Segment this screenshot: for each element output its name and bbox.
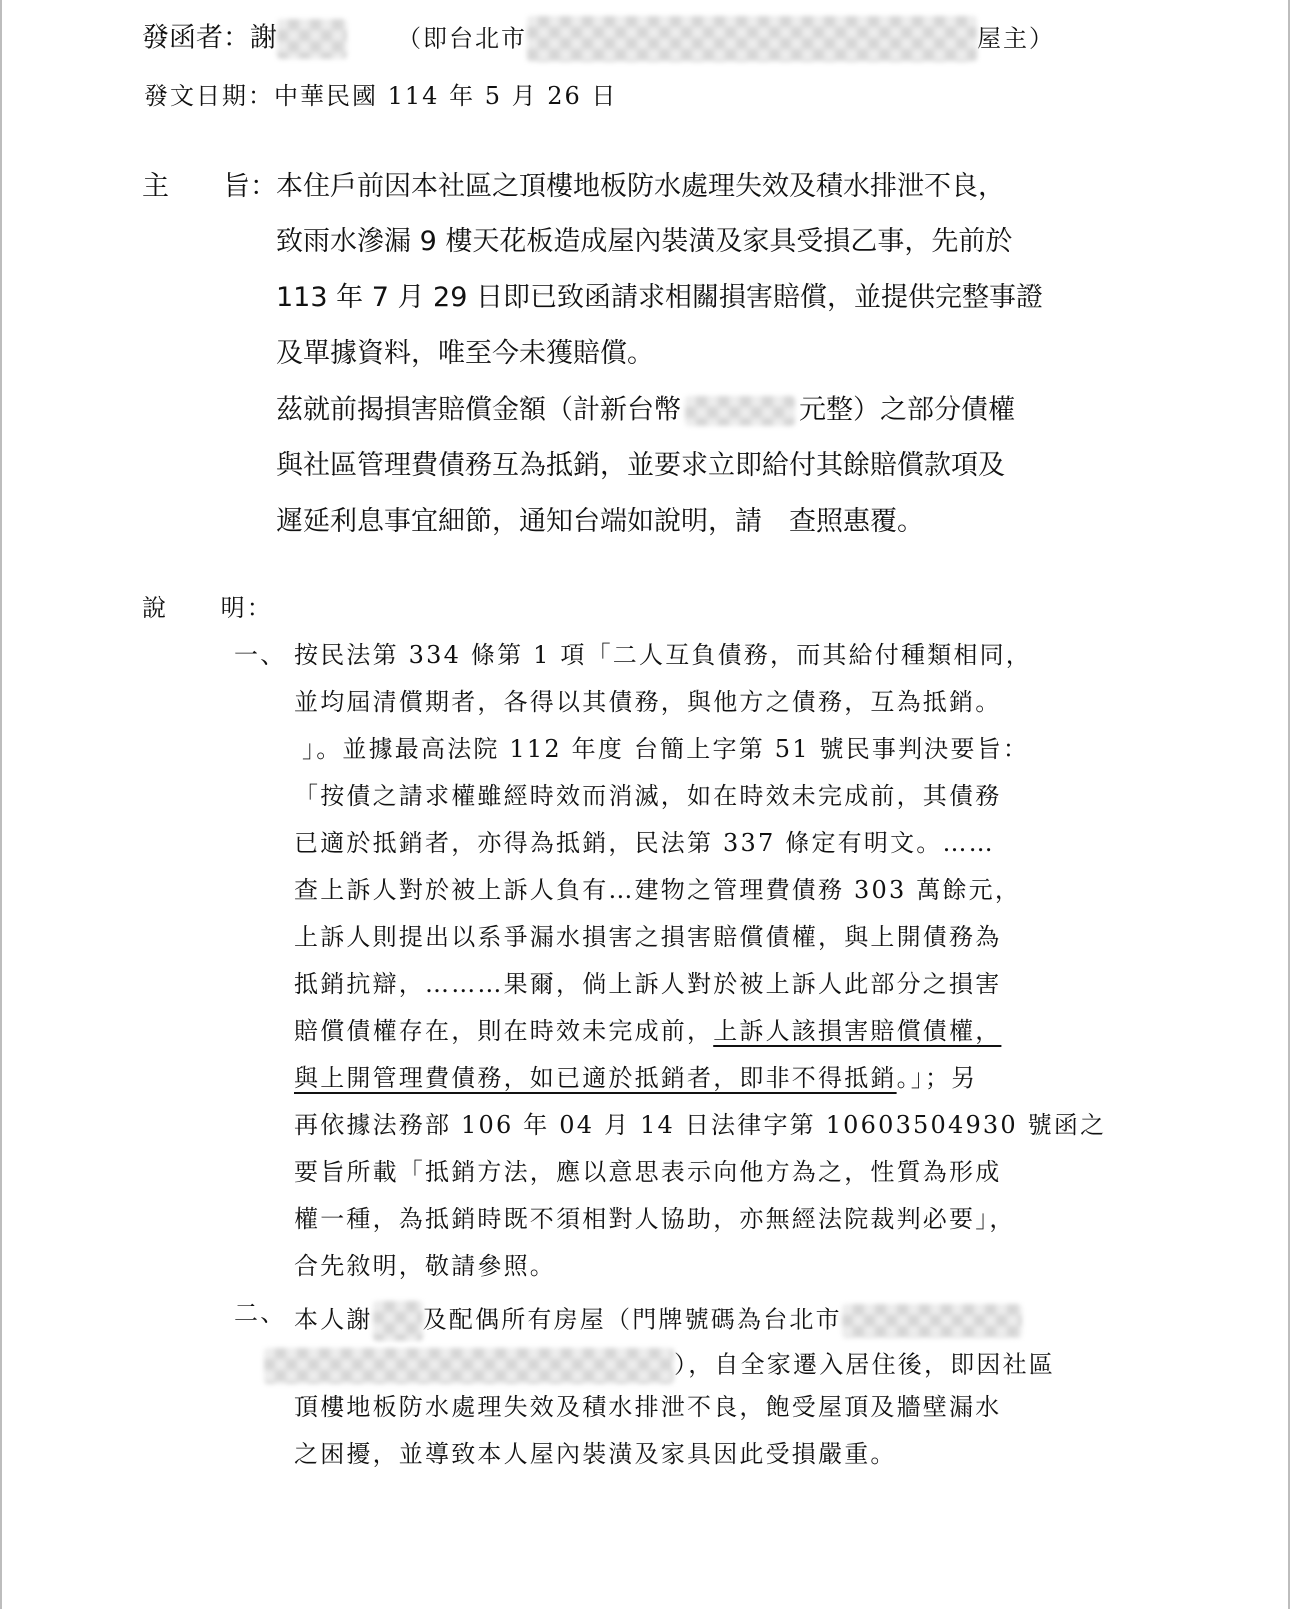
subject-line-6: 與社區管理費債務互為抵銷，並要求立即給付其餘賠償款項及 [276, 450, 1005, 481]
item2-owner-prefix: 本人謝 [294, 1305, 373, 1334]
subject-amount-prefix: 茲就前揭損害賠償金額（計新台幣 [276, 394, 681, 426]
subject-line-2: 致雨水滲漏 9 樓天花板造成屋內裝潢及家具受損乙事，先前於 [276, 226, 1013, 257]
item1-line-1: 按民法第 334 條第 1 項「二人互負債務，而其給付種類相同， [294, 641, 1032, 669]
item1-marker: 一、 [234, 641, 287, 669]
sender-label: 發函者： [142, 22, 250, 54]
item2-line-2 [264, 1348, 1055, 1384]
item2-line-2-text: ），自全家遷入居住後，即因社區 [674, 1350, 1055, 1379]
item2-marker: 二、 [234, 1299, 287, 1327]
item1-line-2: 並均屆清償期者，各得以其債務，與他方之債務，互為抵銷。 [294, 688, 1002, 716]
item1-line-10-underlined: 與上開管理費債務，如已適於抵銷者，即非不得抵銷 [294, 1064, 897, 1092]
item2-line-3: 頂樓地板防水處理失效及積水排泄不良，飽受屋頂及牆壁漏水 [294, 1393, 1002, 1421]
item1-line-13: 權一種，為抵銷時既不須相對人協助，亦無經法院裁判必要」， [294, 1205, 1016, 1233]
subject-line-3: 113 年 7 月 29 日即已致函請求相關損害賠償，並提供完整事證 [276, 282, 1043, 313]
subject-label: 主 旨： [142, 171, 277, 202]
item2-line-1 [294, 1301, 1022, 1341]
subject-line-4: 及單據資料，唯至今未獲賠償。 [276, 338, 654, 369]
issue-date-line: 發文日期：中華民國 114 年 5 月 26 日 [144, 82, 618, 110]
redacted-sender-name [277, 19, 347, 59]
item1-line-6: 查上訴人對於被上訴人負有…建物之管理費債務 303 萬餘元， [294, 876, 1022, 904]
item1-line-9-plain: 賠償債權存在，則在時效未完成前， [294, 1017, 714, 1045]
item1-line-8: 抵銷抗辯，………果爾，倘上訴人對於被上訴人此部分之損害 [294, 970, 1002, 998]
item1-line-7: 上訴人則提出以系爭漏水損害之損害賠償債權，與上開債務為 [294, 923, 1002, 951]
item2-line-4: 之困擾，並導致本人屋內裝潢及家具因此受損嚴重。 [294, 1440, 897, 1468]
redacted-house-address-continued [264, 1348, 674, 1384]
item1-line-3: 」。並據最高法院 112 年度 台簡上字第 51 號民事判決要旨： [302, 735, 1030, 763]
subject-line-7: 遲延利息事宜細節，通知台端如說明，請 查照惠覆。 [276, 506, 924, 537]
sender-line [142, 16, 1055, 62]
item1-line-4: 「按債之請求權雖經時效而消滅，如在時效未完成前，其債務 [294, 782, 1002, 810]
redacted-sender-address [527, 16, 977, 62]
redacted-owner-name [373, 1301, 423, 1341]
redacted-house-address [842, 1304, 1022, 1338]
item2-owner-suffix: 及配偶所有房屋（門牌號碼為台北市 [422, 1305, 842, 1334]
item1-line-12: 要旨所載「抵銷方法，應以意思表示向他方為之，性質為形成 [294, 1158, 1002, 1186]
subject-amount-suffix: 元整）之部分債權 [799, 394, 1015, 426]
redacted-amount [685, 396, 795, 426]
item1-line-9 [294, 1019, 1001, 1043]
item1-line-11: 再依據法務部 106 年 04 月 14 日法律字第 10603504930 號函之 [294, 1111, 1107, 1139]
item1-line-5: 已適於抵銷者，亦得為抵銷，民法第 337 條定有明文。…… [294, 829, 995, 857]
item1-line-9-underlined: 上訴人該損害賠償債權， [713, 1017, 1002, 1045]
sender-address-prefix: （即台北市 [397, 24, 527, 53]
explanation-label: 說 明： [142, 594, 273, 622]
subject-line-5 [276, 396, 1015, 426]
sender-name: 謝 [250, 22, 277, 54]
subject-line-1: 本住戶前因本社區之頂樓地板防水處理失效及積水排泄不良， [276, 171, 1005, 202]
item1-line-14: 合先敘明，敬請參照。 [294, 1252, 556, 1280]
sender-address-suffix: 屋主） [977, 24, 1055, 53]
item1-line-10 [294, 1066, 977, 1090]
item1-line-10-plain: 。」；另 [896, 1064, 978, 1092]
